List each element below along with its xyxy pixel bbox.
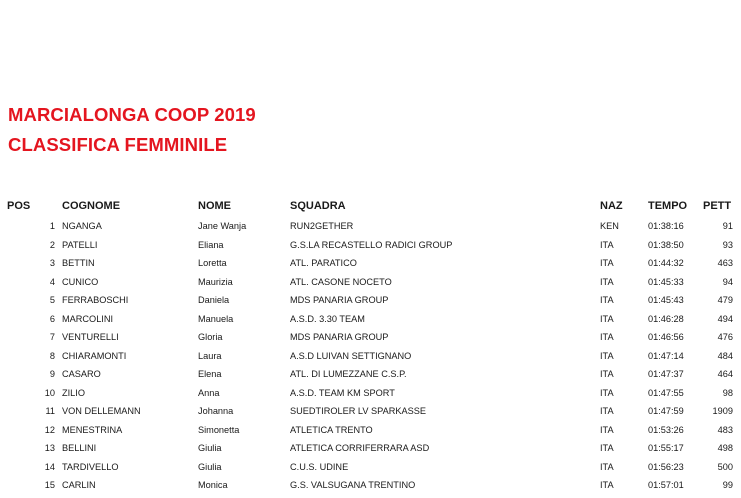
- cell-pett: 479: [717, 295, 733, 305]
- cell-squadra: C.U.S. UDINE: [290, 461, 349, 472]
- cell-tempo: 01:44:32: [648, 258, 684, 268]
- cell-pett: 484: [717, 350, 733, 361]
- cell-naz: ITA: [600, 443, 614, 453]
- cell-tempo: 01:47:14: [648, 350, 684, 361]
- cell-naz: ITA: [600, 295, 614, 305]
- cell-cognome: VENTURELLI: [62, 332, 119, 342]
- cell-squadra: A.S.D. 3.30 TEAM: [290, 313, 365, 324]
- cell-naz: KEN: [600, 221, 619, 231]
- cell-tempo: 01:53:26: [648, 424, 684, 435]
- table-row: [0, 313, 741, 332]
- cell-cognome: ZILIO: [62, 387, 85, 398]
- header-cognome: COGNOME: [62, 200, 121, 212]
- cell-naz: ITA: [600, 239, 614, 250]
- header-naz: NAZ: [600, 200, 623, 212]
- cell-pos: 2: [49, 239, 55, 250]
- cell-pett: 500: [717, 461, 733, 472]
- header-pos: POS: [7, 200, 31, 212]
- cell-pett: 93: [722, 239, 733, 250]
- cell-pett: 1909: [712, 406, 733, 416]
- cell-pett: 483: [717, 424, 733, 435]
- cell-cognome: PATELLI: [62, 239, 98, 250]
- cell-tempo: 01:45:43: [648, 295, 684, 305]
- cell-cognome: CASARO: [62, 369, 101, 379]
- cell-naz: ITA: [600, 424, 614, 435]
- cell-pett: 99: [722, 480, 733, 490]
- page-subtitle: CLASSIFICA FEMMINILE: [8, 134, 228, 155]
- cell-tempo: 01:46:28: [648, 313, 684, 324]
- cell-tempo: 01:47:59: [648, 406, 684, 416]
- header-pett: PETT: [703, 200, 732, 212]
- cell-nome: Johanna: [198, 406, 234, 416]
- cell-naz: ITA: [600, 461, 614, 472]
- cell-squadra: ATL. CASONE NOCETO: [290, 276, 392, 287]
- table-row: [0, 405, 741, 424]
- cell-nome: Gloria: [198, 332, 223, 342]
- cell-squadra: SUEDTIROLER LV SPARKASSE: [290, 406, 426, 416]
- cell-naz: ITA: [600, 332, 614, 342]
- cell-tempo: 01:38:50: [648, 239, 684, 250]
- cell-cognome: VON DELLEMANN: [62, 406, 141, 416]
- cell-nome: Manuela: [198, 313, 234, 324]
- cell-nome: Simonetta: [198, 424, 240, 435]
- cell-pos: 14: [44, 461, 55, 472]
- table-row: [0, 442, 741, 461]
- cell-pett: 94: [722, 276, 733, 287]
- cell-naz: ITA: [600, 480, 614, 490]
- cell-squadra: ATLETICA TRENTO: [290, 424, 373, 435]
- table-row: [0, 424, 741, 443]
- cell-cognome: TARDIVELLO: [62, 461, 119, 472]
- cell-cognome: FERRABOSCHI: [62, 295, 129, 305]
- cell-cognome: BETTIN: [62, 258, 95, 268]
- cell-nome: Jane Wanja: [198, 221, 247, 231]
- cell-squadra: ATL. DI LUMEZZANE C.S.P.: [290, 369, 407, 379]
- page-title: MARCIALONGA COOP 2019: [8, 104, 256, 125]
- cell-pett: 91: [722, 221, 733, 231]
- cell-squadra: MDS PANARIA GROUP: [290, 332, 389, 342]
- cell-tempo: 01:57:01: [648, 480, 684, 490]
- table-row: [0, 331, 741, 350]
- cell-nome: Maurizia: [198, 276, 233, 287]
- cell-pett: 494: [717, 313, 733, 324]
- cell-naz: ITA: [600, 369, 614, 379]
- cell-nome: Daniela: [198, 295, 230, 305]
- cell-tempo: 01:47:37: [648, 369, 684, 379]
- table-row: [0, 257, 741, 276]
- cell-nome: Loretta: [198, 258, 227, 268]
- cell-tempo: 01:47:55: [648, 387, 684, 398]
- cell-pos: 11: [45, 406, 55, 416]
- table-row: [0, 294, 741, 313]
- cell-cognome: CUNICO: [62, 276, 99, 287]
- cell-cognome: BELLINI: [62, 443, 97, 453]
- cell-cognome: MENESTRINA: [62, 424, 123, 435]
- cell-squadra: A.S.D. TEAM KM SPORT: [290, 387, 395, 398]
- cell-pos: 12: [44, 424, 55, 435]
- cell-pos: 10: [44, 387, 55, 398]
- cell-nome: Giulia: [198, 461, 222, 472]
- cell-tempo: 01:46:56: [648, 332, 684, 342]
- cell-pett: 463: [717, 258, 733, 268]
- cell-pett: 98: [722, 387, 733, 398]
- cell-cognome: CARLIN: [62, 480, 96, 490]
- cell-pos: 5: [49, 295, 55, 305]
- table-row: [0, 350, 741, 369]
- header-squadra: SQUADRA: [290, 200, 346, 212]
- table-row: [0, 220, 741, 239]
- cell-squadra: ATL. PARATICO: [290, 258, 357, 268]
- cell-naz: ITA: [600, 350, 614, 361]
- cell-pos: 6: [49, 313, 55, 324]
- cell-pos: 7: [49, 332, 55, 342]
- cell-tempo: 01:45:33: [648, 276, 684, 287]
- cell-squadra: RUN2GETHER: [290, 221, 354, 231]
- cell-naz: ITA: [600, 313, 614, 324]
- cell-pett: 476: [717, 332, 733, 342]
- table-row: [0, 239, 741, 258]
- cell-pos: 1: [49, 221, 55, 231]
- cell-nome: Laura: [198, 350, 222, 361]
- cell-squadra: MDS PANARIA GROUP: [290, 295, 389, 305]
- cell-pett: 464: [717, 369, 733, 379]
- header-tempo: TEMPO: [648, 200, 688, 212]
- cell-squadra: ATLETICA CORRIFERRARA ASD: [290, 443, 430, 453]
- cell-squadra: G.S.LA RECASTELLO RADICI GROUP: [290, 239, 453, 250]
- cell-nome: Giulia: [198, 443, 222, 453]
- cell-naz: ITA: [600, 406, 614, 416]
- table-row: [0, 276, 741, 295]
- cell-pos: 3: [49, 258, 55, 268]
- cell-squadra: G.S. VALSUGANA TRENTINO: [290, 480, 416, 490]
- cell-cognome: CHIARAMONTI: [62, 350, 127, 361]
- cell-pos: 15: [44, 480, 55, 490]
- cell-tempo: 01:56:23: [648, 461, 684, 472]
- cell-naz: ITA: [600, 387, 614, 398]
- cell-pett: 498: [717, 443, 733, 453]
- table-row: [0, 387, 741, 406]
- cell-pos: 4: [49, 276, 55, 287]
- cell-nome: Elena: [198, 369, 222, 379]
- cell-squadra: A.S.D LUIVAN SETTIGNANO: [290, 350, 412, 361]
- cell-naz: ITA: [600, 276, 614, 287]
- table-row: [0, 479, 741, 498]
- cell-nome: Anna: [198, 387, 220, 398]
- cell-tempo: 01:55:17: [648, 443, 684, 453]
- header-nome: NOME: [198, 200, 231, 212]
- cell-pos: 9: [49, 369, 55, 379]
- cell-cognome: NGANGA: [62, 221, 102, 231]
- cell-cognome: MARCOLINI: [62, 313, 114, 324]
- cell-pos: 8: [49, 350, 55, 361]
- table-row: [0, 368, 741, 387]
- cell-tempo: 01:38:16: [648, 221, 684, 231]
- table-row: [0, 461, 741, 480]
- cell-naz: ITA: [600, 258, 614, 268]
- cell-nome: Monica: [198, 480, 228, 490]
- cell-nome: Eliana: [198, 239, 224, 250]
- cell-pos: 13: [44, 443, 55, 453]
